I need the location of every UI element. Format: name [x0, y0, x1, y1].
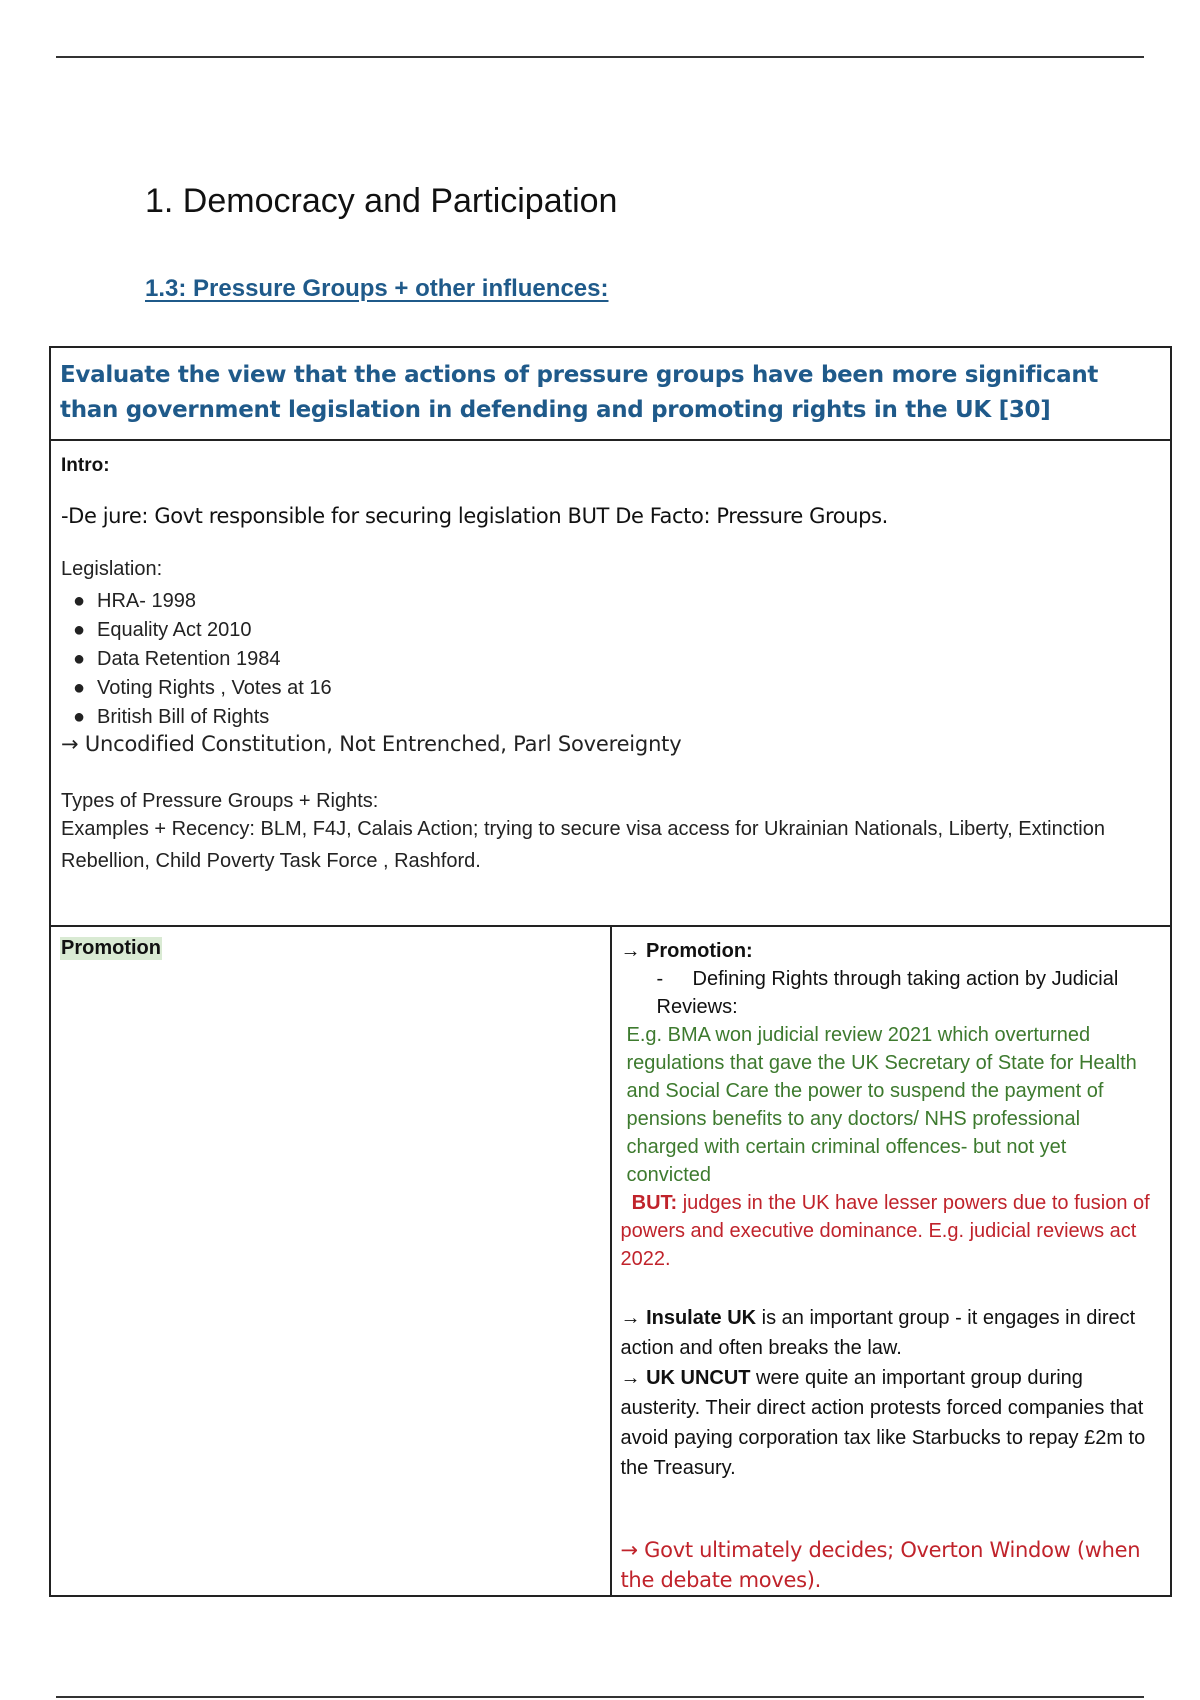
- list-item: [73, 587, 1160, 616]
- essay-plan-table: [49, 346, 1172, 1597]
- legislation-item: Voting Rights , Votes at 16: [97, 677, 332, 699]
- dejure-line: -De jure: Govt responsible for securing legislation BUT De Facto: Pressure Groups.: [61, 504, 888, 528]
- but-label: BUT:: [631, 1192, 678, 1214]
- bullet-icon: ●: [73, 590, 86, 612]
- conclusion-line: → Govt ultimately decides; Overton Window (when the debate moves).: [620, 1538, 1141, 1592]
- question-cell: [50, 347, 1171, 440]
- types-title: Types of Pressure Groups + Rights:: [61, 790, 379, 812]
- legislation-list: [61, 587, 1160, 732]
- intro-content: [51, 455, 1170, 877]
- legislation-title: Legislation:: [61, 558, 163, 580]
- list-item: [73, 703, 1160, 732]
- section-subtitle: 1.3: Pressure Groups + other influences:: [145, 275, 609, 302]
- constitution-line: → Uncodified Constitution, Not Entrenched, Parl Sovereignty: [61, 732, 682, 756]
- list-item: [73, 674, 1160, 703]
- essay-question: Evaluate the view that the actions of pressure groups have been more significant than government legislation in defending and promoting rights in the UK [30]: [60, 362, 1099, 423]
- intro-cell: [50, 440, 1171, 926]
- examples-text: Examples + Recency: BLM, F4J, Calais Action; trying to secure visa access for Ukrainian Nationals, Liberty, Extinction Rebellion, Child Poverty Task Force , Rashford.: [61, 818, 1105, 872]
- insulate-point: [621, 1303, 1157, 1363]
- arrow-icon: →: [620, 1307, 647, 1329]
- insulate-text: is an important group - it engages in direct action and often breaks the law.: [620, 1307, 1136, 1359]
- judicial-point: [621, 965, 1157, 1021]
- ukuncut-text: were quite an important group during austerity. Their direct action protests forced companies that avoid paying corporation tax like Starbucks to repay £2m to the Treasury.: [620, 1367, 1146, 1479]
- arrow-icon: →: [620, 1367, 647, 1389]
- intro-label: Intro:: [61, 455, 110, 476]
- list-item: [73, 616, 1160, 645]
- but-text: judges in the UK have lesser powers due to fusion of powers and executive dominance. E.g. judicial reviews act 2022.: [620, 1192, 1150, 1270]
- bullet-icon: ●: [73, 619, 86, 641]
- counter-argument: [621, 1189, 1157, 1273]
- promotion-content: [612, 927, 1171, 1595]
- insulate-name: Insulate UK: [646, 1307, 757, 1329]
- legislation-item: Equality Act 2010: [97, 619, 252, 641]
- list-item: [73, 645, 1160, 674]
- bullet-icon: ●: [73, 648, 86, 670]
- ukuncut-point: [621, 1363, 1157, 1483]
- promotion-content-cell: [611, 926, 1172, 1596]
- legislation-item: HRA- 1998: [97, 590, 196, 612]
- judicial-point-text: Defining Rights through taking action by Judicial Reviews:: [656, 968, 1119, 1018]
- bullet-icon: ●: [73, 706, 86, 728]
- page-title: 1. Democracy and Participation: [145, 182, 618, 220]
- ukuncut-name: UK UNCUT: [646, 1367, 751, 1389]
- legislation-item: Data Retention 1984: [97, 648, 281, 670]
- promotion-label-cell: [50, 926, 611, 1596]
- dash-icon: -: [656, 968, 664, 990]
- legislation-item: British Bill of Rights: [97, 706, 270, 728]
- top-rule: [56, 56, 1144, 58]
- bottom-rule: [56, 1696, 1144, 1698]
- promotion-label: Promotion: [61, 937, 161, 959]
- promotion-heading: → Promotion:: [620, 940, 753, 962]
- bma-example: E.g. BMA won judicial review 2021 which overturned regulations that gave the UK Secretary of State for Health and Social Care the power to suspend the payment of pensions benefits to any doctors/ NHS professional charged with certain criminal offences- but not yet convicted: [626, 1024, 1137, 1186]
- bullet-icon: ●: [73, 677, 86, 699]
